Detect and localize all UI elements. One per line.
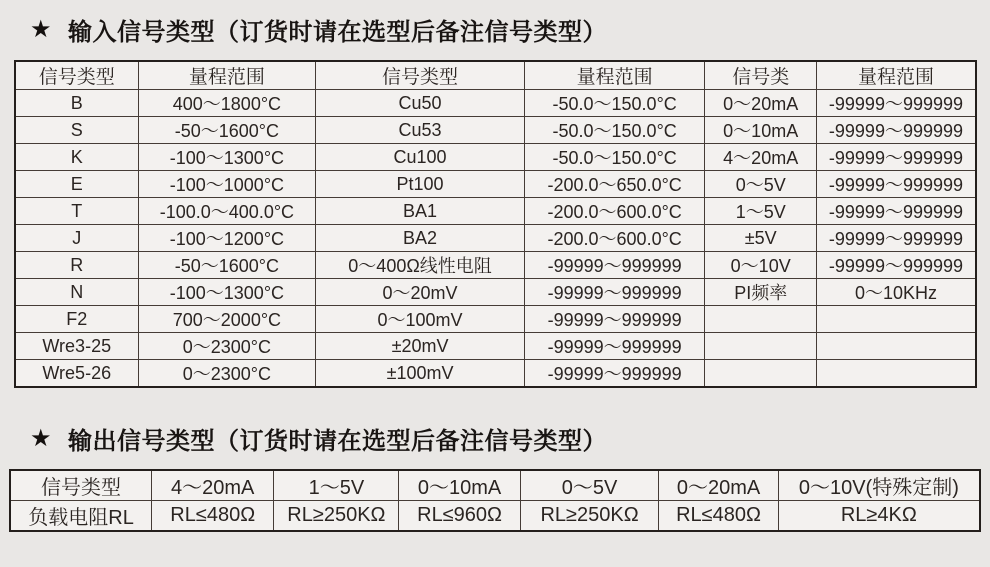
table-cell: Wre3-25: [15, 333, 138, 360]
table-cell: -50～1600°C: [138, 117, 316, 144]
table-row: [15, 144, 976, 171]
table-cell: ±20mV: [316, 333, 525, 360]
table-cell: -99999～999999: [816, 225, 976, 252]
output-table-header-row: [10, 470, 980, 501]
table-cell: R: [15, 252, 138, 279]
table-row: [15, 198, 976, 225]
star-icon: ★: [30, 15, 53, 43]
header-cell: 0～20mA: [659, 470, 778, 501]
input-table-header-row: [15, 61, 976, 90]
table-cell: -200.0～600.0°C: [524, 225, 705, 252]
table-cell: K: [15, 144, 138, 171]
table-cell: -99999～999999: [816, 117, 976, 144]
table-cell: RL≥250KΩ: [520, 501, 659, 532]
header-cell: 0～10V(特殊定制): [778, 470, 980, 501]
table-cell: BA2: [316, 225, 525, 252]
table-cell: -200.0～600.0°C: [524, 198, 705, 225]
table-cell: RL≤480Ω: [152, 501, 274, 532]
table-cell: RL≤480Ω: [659, 501, 778, 532]
header-cell: 信号类型: [15, 61, 138, 90]
table-cell: 0～20mA: [705, 90, 816, 117]
header-cell: 信号类型: [10, 470, 152, 501]
table-row: [15, 279, 976, 306]
header-cell: 0～10mA: [399, 470, 520, 501]
header-cell: 1～5V: [274, 470, 399, 501]
table-row: [15, 171, 976, 198]
table-cell: Cu53: [316, 117, 525, 144]
table-cell: 0～20mV: [316, 279, 525, 306]
input-signal-table: [14, 60, 977, 388]
table-cell: -99999～999999: [524, 279, 705, 306]
table-cell: B: [15, 90, 138, 117]
table-cell: T: [15, 198, 138, 225]
table-cell: F2: [15, 306, 138, 333]
table-cell: -100～1200°C: [138, 225, 316, 252]
table-cell: -50.0～150.0°C: [524, 90, 705, 117]
input-section-title-text: 输入信号类型（订货时请在选型后备注信号类型）: [68, 19, 608, 46]
table-cell: 0～2300°C: [138, 333, 316, 360]
table-cell: -100～1300°C: [138, 144, 316, 171]
table-cell: 1～5V: [705, 198, 816, 225]
table-row: [15, 360, 976, 388]
table-row: [15, 333, 976, 360]
table-cell: RL≤960Ω: [399, 501, 520, 532]
table-cell: N: [15, 279, 138, 306]
table-cell: -100～1300°C: [138, 279, 316, 306]
table-cell: 400～1800°C: [138, 90, 316, 117]
output-section-title: [30, 421, 990, 456]
table-cell: -100～1000°C: [138, 171, 316, 198]
table-cell: -50.0～150.0°C: [524, 117, 705, 144]
table-cell: Cu100: [316, 144, 525, 171]
table-cell: 0～2300°C: [138, 360, 316, 388]
table-cell: [816, 306, 976, 333]
table-cell: 0～400Ω线性电阻: [316, 252, 525, 279]
table-row: [15, 90, 976, 117]
table-cell: [816, 360, 976, 388]
table-row: [10, 501, 980, 532]
table-cell: -50～1600°C: [138, 252, 316, 279]
header-cell: 4～20mA: [152, 470, 274, 501]
table-cell: [816, 333, 976, 360]
table-cell: -99999～999999: [816, 90, 976, 117]
table-cell: -99999～999999: [524, 252, 705, 279]
header-cell: 量程范围: [138, 61, 316, 90]
table-cell: 700～2000°C: [138, 306, 316, 333]
table-row: [15, 306, 976, 333]
table-cell: E: [15, 171, 138, 198]
table-cell: -99999～999999: [524, 360, 705, 388]
table-cell: -99999～999999: [816, 252, 976, 279]
table-cell: 0～10V: [705, 252, 816, 279]
table-cell: -99999～999999: [524, 306, 705, 333]
table-cell: -100.0～400.0°C: [138, 198, 316, 225]
table-cell: S: [15, 117, 138, 144]
table-cell: PI频率: [705, 279, 816, 306]
table-cell: [705, 306, 816, 333]
output-section-title-text: 输出信号类型（订货时请在选型后备注信号类型）: [68, 428, 608, 455]
table-cell: J: [15, 225, 138, 252]
table-cell: -99999～999999: [816, 198, 976, 225]
table-cell: 0～10mA: [705, 117, 816, 144]
table-cell: -50.0～150.0°C: [524, 144, 705, 171]
header-cell: 量程范围: [816, 61, 976, 90]
table-row: [15, 252, 976, 279]
table-cell: RL≥250KΩ: [274, 501, 399, 532]
table-cell: -99999～999999: [816, 144, 976, 171]
table-cell: [705, 333, 816, 360]
table-cell: -200.0～650.0°C: [524, 171, 705, 198]
output-signal-table: [9, 469, 981, 532]
table-cell: Cu50: [316, 90, 525, 117]
table-cell: ±100mV: [316, 360, 525, 388]
table-cell: Pt100: [316, 171, 525, 198]
output-table-body: [10, 501, 980, 532]
table-row: [15, 225, 976, 252]
table-cell: 4～20mA: [705, 144, 816, 171]
header-cell: 信号类: [705, 61, 816, 90]
table-cell: [705, 360, 816, 388]
table-cell: Wre5-26: [15, 360, 138, 388]
input-table-body: [15, 90, 976, 388]
header-cell: 信号类型: [316, 61, 525, 90]
table-cell: 0～100mV: [316, 306, 525, 333]
table-cell: BA1: [316, 198, 525, 225]
table-cell: 0～5V: [705, 171, 816, 198]
table-cell: -99999～999999: [816, 171, 976, 198]
table-cell: ±5V: [705, 225, 816, 252]
header-cell: 0～5V: [520, 470, 659, 501]
star-icon: ★: [30, 424, 53, 452]
table-row: [15, 117, 976, 144]
table-cell: -99999～999999: [524, 333, 705, 360]
header-cell: 量程范围: [524, 61, 705, 90]
table-cell: 0～10KHz: [816, 279, 976, 306]
table-cell: RL≥4KΩ: [778, 501, 980, 532]
table-cell: 负载电阻RL: [10, 501, 152, 532]
input-section-title: [30, 12, 990, 47]
